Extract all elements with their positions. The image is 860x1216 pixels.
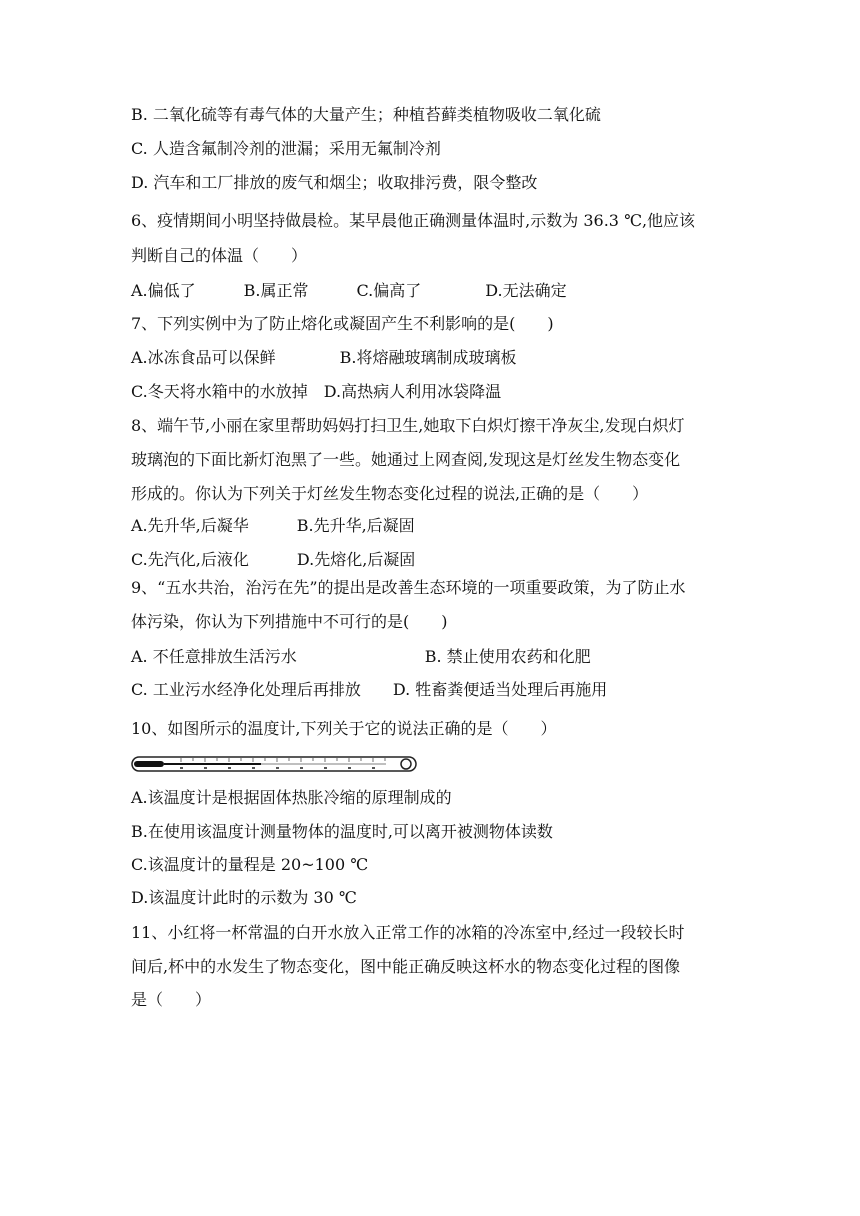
question-8-line-3: 形成的。你认为下列关于灯丝发生物态变化过程的说法,正确的是（ ） — [131, 484, 649, 503]
question-10-option-d: D.该温度计此时的示数为 30 ℃ — [131, 888, 357, 907]
question-10-option-a: A.该温度计是根据固体热胀冷缩的原理制成的 — [131, 788, 452, 807]
option-5c: C. 人造含氟制冷剂的泄漏；采用无氟制冷剂 — [131, 139, 441, 158]
question-11-line-1: 11、小红将一杯常温的白开水放入正常工作的冰箱的冷冻室中,经过一段较长时 — [131, 923, 685, 942]
question-9-options-cd: C. 工业污水经净化处理后再排放 D. 牲畜粪便适当处理后再施用 — [131, 680, 608, 699]
question-7-options-ab: A.冰冻食品可以保鲜 B.将熔融玻璃制成玻璃板 — [131, 348, 517, 367]
question-11-line-3: 是（ ） — [131, 990, 212, 1009]
question-7: 7、下列实例中为了防止熔化或凝固产生不利影响的是( ) — [131, 314, 554, 333]
question-10: 10、如图所示的温度计,下列关于它的说法正确的是（ ） — [131, 719, 557, 738]
question-6-line-2: 判断自己的体温（ ） — [131, 246, 308, 265]
question-10-option-c: C.该温度计的量程是 20~100 ℃ — [131, 855, 369, 874]
question-11-line-2: 间后,杯中的水发生了物态变化，图中能正确反映这杯水的物态变化过程的图像 — [131, 957, 681, 976]
option-5b: B. 二氧化硫等有毒气体的大量产生；种植苔藓类植物吸收二氧化硫 — [131, 105, 601, 124]
question-8-line-2: 玻璃泡的下面比新灯泡黑了一些。她通过上网查阅,发现这是灯丝发生物态变化 — [131, 450, 681, 469]
question-8-options-cd: C.先汽化,后液化 D.先熔化,后凝固 — [131, 550, 416, 569]
thermometer-figure — [131, 752, 421, 776]
question-9-line-2: 体污染，你认为下列措施中不可行的是( ) — [131, 612, 448, 631]
question-9-options-ab: A. 不任意排放生活污水 B. 禁止使用农药和化肥 — [131, 647, 591, 666]
question-8-line-1: 8、端午节,小丽在家里帮助妈妈打扫卫生,她取下白炽灯擦干净灰尘,发现白炽灯 — [131, 416, 685, 435]
question-6-line-1: 6、疫情期间小明坚持做晨检。某早晨他正确测量体温时,示数为 36.3 ℃,他应该 — [131, 211, 696, 230]
option-5d: D. 汽车和工厂排放的废气和烟尘；收取排污费，限令整改 — [131, 173, 538, 192]
question-7-options-cd: C.冬天将水箱中的水放掉 D.高热病人利用冰袋降温 — [131, 382, 502, 401]
question-6-options: A.偏低了 B.属正常 C.偏高了 D.无法确定 — [131, 281, 567, 300]
question-9-line-1: 9、“五水共治，治污在先”的提出是改善生态环境的一项重要政策，为了防止水 — [131, 578, 686, 597]
question-10-option-b: B.在使用该温度计测量物体的温度时,可以离开被测物体读数 — [131, 822, 553, 841]
question-8-options-ab: A.先升华,后凝华 B.先升华,后凝固 — [131, 516, 415, 535]
